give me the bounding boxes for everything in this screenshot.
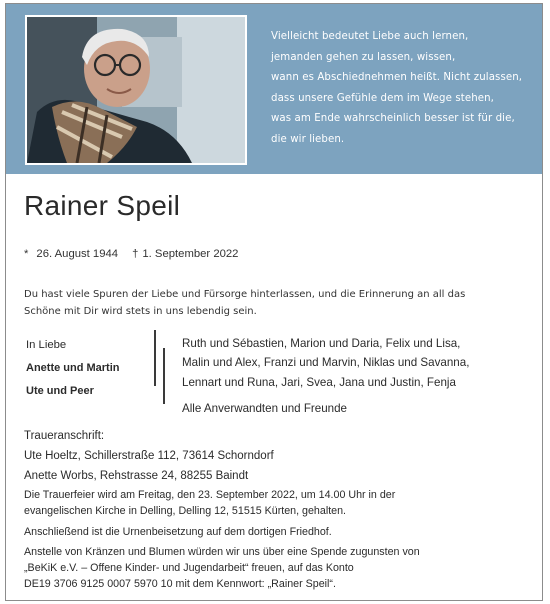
death-date: 1. September 2022 [142,248,239,260]
intro-line: Du hast viele Spuren der Liebe und Fürsorge hinterlassen, und die Erinnerung an all das [24,289,466,300]
intro-text [24,287,524,320]
poem [271,27,536,150]
mourner-line: Ute und Peer [26,385,94,397]
funeral-line: Die Trauerfeier wird am Freitag, den 23. September 2022, um 14.00 Uhr in der [24,489,396,501]
address-line: Ute Hoeltz, Schillerstraße 112, 73614 Schorndorf [24,449,274,462]
mourner-line: Malin und Alex, Franzi und Marvin, Niklas und Savanna, [182,356,470,370]
urn-paragraph [24,524,534,540]
birth-symbol: * [24,248,29,260]
poem-line: Vielleicht bedeutet Liebe auch lernen, [271,31,469,42]
funeral-paragraph [24,487,534,520]
address-line: Anette Worbs, Rehstrasse 24, 88255 Baindt [24,469,249,482]
mourner-line: Lennart und Runa, Jari, Svea, Jana und Justin, Fenja [182,375,456,389]
all-relatives: Alle Anverwandten und Freunde [182,402,348,416]
donation-line: DE19 3706 9125 0007 5970 10 mit dem Kennwort: „Rainer Speil“. [24,578,336,591]
address-label: Traueranschrift: [24,430,105,442]
funeral-line: evangelischen Kirche in Delling, Delling 12, 51515 Kürten, gehalten. [24,505,347,518]
divider-line [154,330,156,386]
mourners-right [182,334,469,419]
poem-line: jemanden gehen zu lassen, wissen, [271,51,456,63]
death-symbol: † [132,248,139,260]
poem-line: die wir lieben. [271,133,345,145]
mourners-left [26,334,120,403]
mourner-line: Anette und Martin [26,362,120,374]
in-love-label: In Liebe [26,339,67,351]
portrait-photo [25,15,247,165]
obituary-notice [5,3,543,601]
donation-line: Anstelle von Kränzen und Blumen würden wir uns über eine Spende zugunsten von [24,545,420,558]
header-banner [6,4,542,174]
poem-line: was am Ende wahrscheinlich besser ist für die, [271,113,515,124]
urn-line: Anschließend ist die Urnenbeisetzung auf dem dortigen Friedhof. [24,525,332,538]
donation-paragraph [24,544,534,593]
divider-line [163,348,165,404]
donation-line: „BeKiK e.V. – Offene Kinder- und Jugendarbeit“ freuen, auf das Konto [24,562,354,575]
poem-line: wann es Abschiednehmen heißt. Nicht zulassen, [271,72,523,83]
deceased-name: Rainer Speil [24,190,181,221]
mourner-line: Ruth und Sébastien, Marion und Daria, Felix und Lisa, [182,337,461,350]
life-dates [24,248,238,260]
mourning-address [24,427,274,486]
funeral-details [24,487,534,597]
poem-line: dass unsere Gefühle dem im Wege stehen, [271,92,495,104]
intro-line: Schöne mit Dir wird stets in uns lebendig sein. [24,305,257,317]
birth-date: 26. August 1944 [36,248,119,260]
